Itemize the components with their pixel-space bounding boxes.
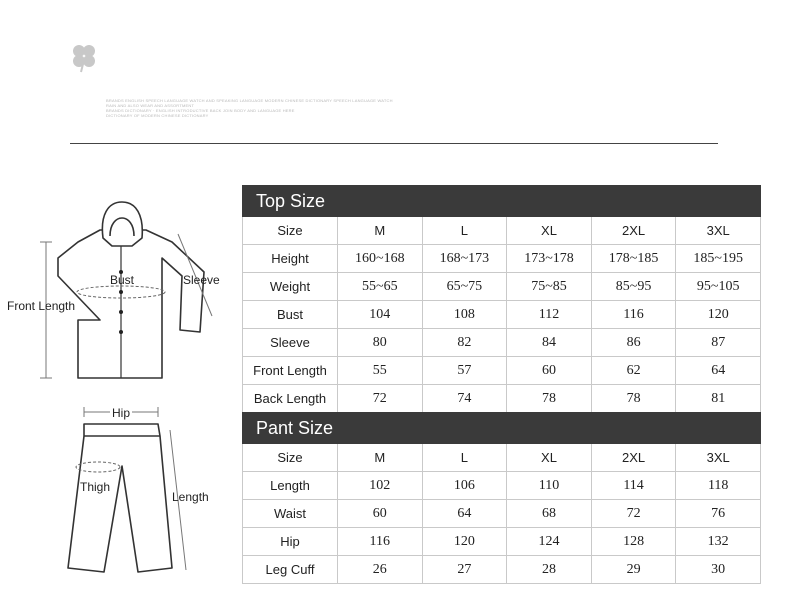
table-cell: 178~185 — [591, 245, 676, 273]
row-label-cell: Leg Cuff — [243, 556, 338, 584]
table-row — [243, 245, 761, 273]
table-cell: 65~75 — [422, 273, 507, 301]
table-cell: 30 — [676, 556, 761, 584]
row-label-cell: Height — [243, 245, 338, 273]
table-cell: 81 — [676, 385, 761, 413]
table-cell: 2XL — [591, 217, 676, 245]
garment-diagram — [0, 180, 240, 600]
row-label-cell: Bust — [243, 301, 338, 329]
table-cell: 2XL — [591, 444, 676, 472]
table-cell: 27 — [422, 556, 507, 584]
table-row — [243, 357, 761, 385]
table-row — [243, 556, 761, 584]
table-row — [243, 472, 761, 500]
table-cell: M — [338, 444, 423, 472]
table-cell: 28 — [507, 556, 592, 584]
table-cell: 168~173 — [422, 245, 507, 273]
table-cell: 85~95 — [591, 273, 676, 301]
table-cell: L — [422, 217, 507, 245]
row-label-cell: Back Length — [243, 385, 338, 413]
table-row — [243, 301, 761, 329]
table-row — [243, 329, 761, 357]
table-cell: 110 — [507, 472, 592, 500]
table-cell: 128 — [591, 528, 676, 556]
table-cell: 29 — [591, 556, 676, 584]
table-cell: 57 — [422, 357, 507, 385]
table-cell: 160~168 — [338, 245, 423, 273]
table-row — [243, 500, 761, 528]
table-cell: 104 — [338, 301, 423, 329]
table-cell: 78 — [591, 385, 676, 413]
table-cell: 78 — [507, 385, 592, 413]
row-label-cell: Length — [243, 472, 338, 500]
sleeve-label: Sleeve — [183, 273, 220, 287]
bust-label: Bust — [110, 273, 135, 287]
jacket-illustration — [0, 180, 240, 600]
table-cell: 86 — [591, 329, 676, 357]
row-label-cell: Size — [243, 217, 338, 245]
table-cell: 3XL — [676, 217, 761, 245]
table-cell: 84 — [507, 329, 592, 357]
table-cell: 72 — [338, 385, 423, 413]
table-row — [243, 528, 761, 556]
table-cell: 68 — [507, 500, 592, 528]
size-header-row — [243, 444, 761, 472]
table-row — [243, 385, 761, 413]
table-cell: 3XL — [676, 444, 761, 472]
table-cell: 112 — [507, 301, 592, 329]
table-cell: 116 — [591, 301, 676, 329]
row-label-cell: Waist — [243, 500, 338, 528]
hip-label: Hip — [112, 406, 131, 420]
table-cell: 173~178 — [507, 245, 592, 273]
table-cell: M — [338, 217, 423, 245]
table-cell: 74 — [422, 385, 507, 413]
top-size-title: Top Size — [243, 186, 761, 217]
table-cell: L — [422, 444, 507, 472]
table-cell: 60 — [507, 357, 592, 385]
pant-size-table — [242, 412, 761, 584]
faint-line: BRANDS ENGLISH SPEECH LANGUAGE WATCH AND SPEAKING LANGUAGE MODERN CHINESE DICTIONARY SPEECH LANGUAGE WATCH — [106, 98, 393, 103]
row-label-cell: Front Length — [243, 357, 338, 385]
table-cell: XL — [507, 217, 592, 245]
table-cell: 82 — [422, 329, 507, 357]
table-cell: XL — [507, 444, 592, 472]
table-row — [243, 273, 761, 301]
table-cell: 102 — [338, 472, 423, 500]
top-size-table — [242, 185, 761, 413]
row-label-cell: Sleeve — [243, 329, 338, 357]
table-cell: 120 — [676, 301, 761, 329]
table-cell: 75~85 — [507, 273, 592, 301]
row-label-cell: Weight — [243, 273, 338, 301]
table-cell: 118 — [676, 472, 761, 500]
row-label-cell: Hip — [243, 528, 338, 556]
table-cell: 116 — [338, 528, 423, 556]
front-length-label: Front Length — [7, 299, 76, 313]
faint-watermark-text — [106, 98, 416, 118]
table-cell: 64 — [676, 357, 761, 385]
table-cell: 87 — [676, 329, 761, 357]
pant-size-title: Pant Size — [243, 413, 761, 444]
table-cell: 124 — [507, 528, 592, 556]
row-label-cell: Size — [243, 444, 338, 472]
table-cell: 80 — [338, 329, 423, 357]
table-cell: 106 — [422, 472, 507, 500]
length-label: Length — [172, 490, 209, 504]
table-cell: 26 — [338, 556, 423, 584]
table-cell: 114 — [591, 472, 676, 500]
table-cell: 55 — [338, 357, 423, 385]
clover-logo-icon — [68, 42, 100, 74]
header-divider — [70, 143, 718, 144]
table-cell: 185~195 — [676, 245, 761, 273]
faint-line: DICTIONARY OF MODERN CHINESE DICTIONARY — [106, 113, 209, 118]
table-cell: 64 — [422, 500, 507, 528]
table-cell: 60 — [338, 500, 423, 528]
table-cell: 95~105 — [676, 273, 761, 301]
table-cell: 55~65 — [338, 273, 423, 301]
size-header-row — [243, 217, 761, 245]
table-cell: 62 — [591, 357, 676, 385]
thigh-label: Thigh — [80, 480, 111, 494]
table-cell: 72 — [591, 500, 676, 528]
faint-line: BRANDS DICTIONARY · ENGLISH INTRODUCTIVE BACK JOIN BODY AND LANGUAGE HERE — [106, 108, 295, 113]
table-cell: 132 — [676, 528, 761, 556]
table-cell: 76 — [676, 500, 761, 528]
table-cell: 120 — [422, 528, 507, 556]
faint-line: RAIN AND ALSO WEAR AND ASSORTMENT — [106, 103, 195, 108]
table-cell: 108 — [422, 301, 507, 329]
